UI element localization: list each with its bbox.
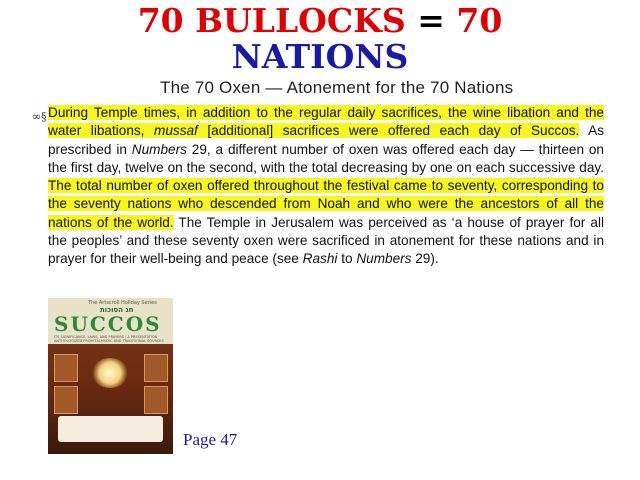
subtitle: The 70 Oxen — Atonement for the 70 Nations [160, 78, 514, 97]
cover-decoration [144, 354, 168, 382]
text-segment: During Temple times, in addition to the regular daily sacrifices, the wine libation and the water libations, [48, 105, 604, 139]
title-equals: = [417, 1, 445, 40]
book-cover-image [48, 298, 173, 454]
cover-header [48, 298, 173, 344]
cover-title: SUCCOS [54, 312, 162, 336]
page-label: Page 47 [183, 430, 238, 449]
italic-term: mussaf [154, 123, 198, 139]
text-segment: As prescribed in [48, 123, 604, 157]
title-line-1 [0, 2, 640, 40]
text-segment: The Temple in Jerusalem was perceived as ‘a house of prayer for all the peoples’ and these seventy oxen were sacrificed in atonement for these nations and in prayer for their well-being and peace (see [48, 214, 604, 267]
text-segment: 29, a different number of oxen was offered each day — thirteen on the first day, twelve on the second, with the total decreasing by one on each successive day. [48, 141, 604, 175]
cover-decoration [54, 386, 78, 414]
title-part-1: 70 BULLOCKS [137, 1, 406, 40]
title-part-2: 70 [456, 1, 503, 40]
text-segment: [additional] sacrifices were offered each day of Succos. [197, 123, 580, 139]
section-bullet-icon: ∞§ [32, 110, 47, 123]
text-segment: to [337, 251, 357, 267]
cover-decoration [54, 354, 78, 382]
text-segment: The total number of oxen offered throughout the festival came to seventy, corresponding to the seventy nations who descended from Noah and who were the ancestors of all the nations of the world. [48, 178, 604, 230]
cover-series-tag: The Artscroll Holiday Series [88, 300, 157, 306]
table-icon [58, 416, 163, 442]
italic-term: Rashi [302, 251, 338, 267]
title-line-2: NATIONS [231, 37, 409, 76]
lamp-icon [92, 358, 128, 388]
body-paragraph [48, 104, 604, 269]
cover-decoration [144, 386, 168, 414]
italic-term: Numbers [356, 251, 412, 267]
cover-hebrew-title: חג הסוכות [100, 306, 134, 314]
highlight-1 [48, 105, 604, 138]
text-segment: 29). [411, 251, 439, 267]
italic-term: Numbers [131, 141, 187, 157]
cover-subtitle: ITS SIGNIFICANCE, LAWS, AND PRAYERS / A PRESENTATION ANTHOLOGIZED FROM TALMUDIC AND TRADITIONAL SOURCES [54, 335, 164, 343]
